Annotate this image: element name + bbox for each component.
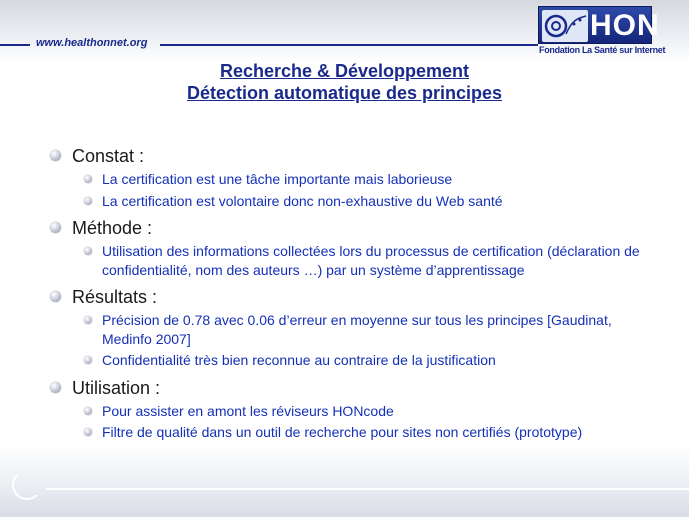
section-label: Utilisation :: [72, 377, 161, 398]
logo-box: [538, 6, 660, 44]
section-label: Méthode :: [72, 218, 153, 238]
section-methode: [46, 216, 646, 279]
list-item: Précision de 0.78 avec 0.06 d’erreur en moyenne sur tous les principes [Gaudinat, Medinfo 2007]: [72, 311, 646, 348]
list-item: Confidentialité très bien reconnue au contraire de la justification: [72, 351, 646, 370]
slide-content: [46, 144, 646, 448]
list-item: La certification est volontaire donc non-exhaustive du Web santé: [72, 192, 646, 211]
sub-bullet-icon: [84, 197, 92, 205]
list-item: La certification est une tâche importante mais laborieuse: [72, 170, 646, 189]
title-line-1: Recherche & Développement: [219, 61, 470, 81]
sub-bullet-icon: [84, 428, 92, 436]
section-constat: [46, 144, 646, 210]
sub-bullet-icon: [84, 247, 92, 255]
hon-logo[interactable]: [538, 6, 666, 58]
footer-rule: [46, 488, 689, 490]
header-rule-left: [0, 44, 30, 46]
logo-subtitle: Fondation La Santé sur Internet: [539, 45, 666, 55]
bullet-icon: [50, 291, 61, 302]
title-line-2: Détection automatique des principes: [186, 83, 503, 103]
decorative-arc: [12, 470, 42, 500]
sub-bullet-icon: [84, 407, 92, 415]
list-item: Filtre de qualité dans un outil de recherche pour sites non certifiés (prototype): [72, 423, 646, 442]
slide-title: [0, 60, 689, 104]
bullet-icon: [50, 382, 61, 393]
list-item: Utilisation des informations collectées lors du processus de certification (déclaration de confidentialité, nom des auteurs …) par un système d’apprentissage: [72, 242, 646, 279]
header-rule-right: [160, 44, 538, 46]
site-url[interactable]: www.healthonnet.org: [36, 37, 148, 49]
section-utilisation: [46, 376, 646, 442]
logo-wordmark: HON: [590, 9, 660, 42]
section-resultats: [46, 285, 646, 370]
sub-bullet-icon: [84, 175, 92, 183]
bullet-icon: [50, 222, 61, 233]
sub-bullet-icon: [84, 356, 92, 364]
section-label: Constat :: [72, 146, 145, 166]
bullet-icon: [50, 150, 61, 161]
list-item: Pour assister en amont les réviseurs HONcode: [72, 402, 646, 421]
globe-icon: [542, 10, 588, 42]
section-label: Résultats :: [72, 287, 158, 307]
sub-bullet-icon: [84, 316, 92, 324]
